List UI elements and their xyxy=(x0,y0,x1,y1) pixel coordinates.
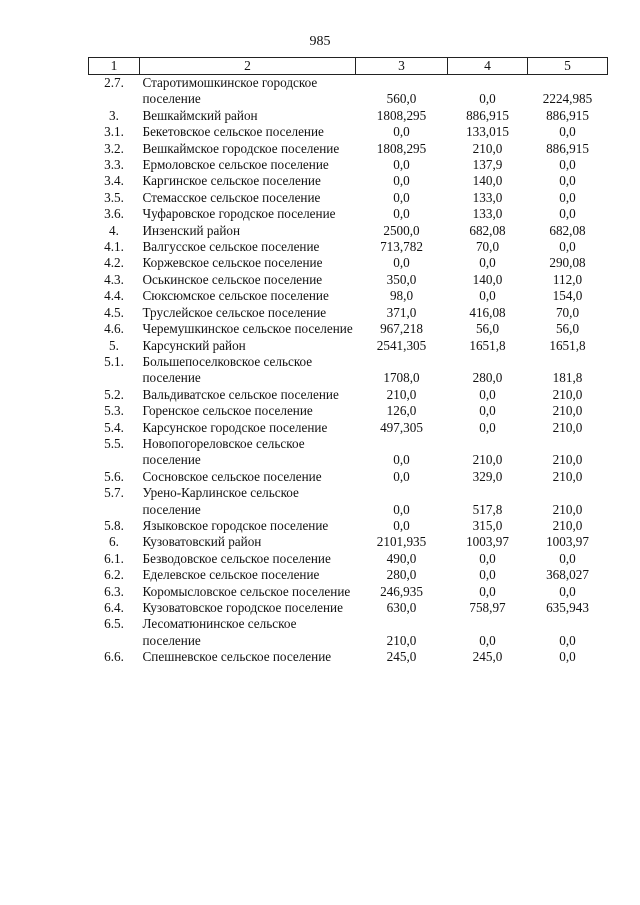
table-row xyxy=(89,354,608,387)
row-number: 6.1. xyxy=(104,550,124,566)
settlement-name: Лесоматюнинское сельское поселение xyxy=(142,616,297,648)
value-col-4: 137,9 xyxy=(472,157,503,173)
settlement-name: Вальдиватское сельское поселение xyxy=(142,386,339,402)
value-col-4: 0,0 xyxy=(479,632,496,648)
value-col-4: 315,0 xyxy=(472,517,503,533)
value-col-5: 635,943 xyxy=(546,600,589,615)
value-col-5: 1003,97 xyxy=(546,534,589,550)
row-number: 4.3. xyxy=(104,271,124,287)
table-row xyxy=(89,551,608,567)
page-number: 985 xyxy=(309,34,331,49)
table-row xyxy=(89,157,608,173)
value-col-4: 0,0 xyxy=(479,386,496,402)
column-header-3: 3 xyxy=(356,58,448,75)
value-col-4: 1651,8 xyxy=(469,337,506,353)
value-col-4: 56,0 xyxy=(475,321,500,337)
value-col-5: 2224,985 xyxy=(542,91,593,107)
value-col-5: 0,0 xyxy=(559,649,576,665)
value-col-3: 967,218 xyxy=(380,321,423,337)
table-row xyxy=(89,436,608,469)
settlement-name: Карсунский район xyxy=(142,337,246,353)
settlement-name: Стемасское сельское поселение xyxy=(142,189,321,205)
value-col-5: 0,0 xyxy=(559,583,576,599)
settlement-name: Спешневское сельское поселение xyxy=(142,649,332,665)
row-number: 6.6. xyxy=(104,649,124,665)
table-row xyxy=(89,239,608,255)
settlement-name: Вешкаймское городское поселение xyxy=(142,140,340,156)
value-col-3: 0,0 xyxy=(393,468,410,484)
value-col-3: 0,0 xyxy=(393,517,410,533)
row-number: 4.6. xyxy=(104,321,124,337)
value-col-3: 0,0 xyxy=(393,501,410,517)
value-col-3: 126,0 xyxy=(386,403,417,419)
row-number: 5.4. xyxy=(104,419,124,435)
value-col-4: 0,0 xyxy=(479,583,496,599)
row-number: 5.6. xyxy=(104,468,124,484)
value-col-3: 497,305 xyxy=(380,419,423,435)
value-col-5: 112,0 xyxy=(552,271,583,287)
column-header-1: 1 xyxy=(89,58,140,75)
value-col-3: 246,935 xyxy=(380,583,423,599)
value-col-5: 368,027 xyxy=(546,567,589,583)
value-col-4: 70,0 xyxy=(475,239,500,255)
value-col-4: 886,915 xyxy=(466,107,509,123)
settlement-name: Сосновское сельское поселение xyxy=(142,468,322,484)
value-col-4: 0,0 xyxy=(479,403,496,419)
value-col-3: 0,0 xyxy=(393,157,410,173)
table-row xyxy=(89,469,608,485)
value-col-4: 329,0 xyxy=(472,468,503,484)
table-row xyxy=(89,321,608,337)
settlement-name: Валгусское сельское поселение xyxy=(142,239,320,255)
value-col-3: 713,782 xyxy=(380,239,423,255)
value-col-5: 210,0 xyxy=(552,501,583,517)
settlement-name: Новопогореловское сельское поселение xyxy=(142,435,305,468)
value-col-3: 2500,0 xyxy=(383,222,420,238)
value-col-4: 0,0 xyxy=(479,567,496,583)
row-number: 3.1. xyxy=(104,124,124,140)
value-col-5: 181,8 xyxy=(552,370,583,386)
value-col-4: 0,0 xyxy=(479,91,496,107)
value-col-5: 0,0 xyxy=(559,124,576,140)
row-number: 6.3. xyxy=(104,583,124,599)
table-row xyxy=(89,584,608,600)
table-row xyxy=(89,420,608,436)
table-row xyxy=(89,141,608,157)
value-col-4: 140,0 xyxy=(472,173,503,189)
value-col-3: 98,0 xyxy=(389,288,414,304)
table-row xyxy=(89,108,608,124)
value-col-4: 133,0 xyxy=(472,206,503,222)
table-row xyxy=(89,649,608,665)
row-number: 5.1. xyxy=(104,353,124,369)
table-row xyxy=(89,485,608,518)
value-col-4: 245,0 xyxy=(472,649,503,665)
settlement-name: Безводовское сельское поселение xyxy=(142,550,331,566)
table-row xyxy=(89,534,608,550)
value-col-5: 0,0 xyxy=(559,157,576,173)
row-number: 5.3. xyxy=(104,403,124,419)
settlement-name: Коржевское сельское поселение xyxy=(142,255,323,271)
row-number: 5.8. xyxy=(104,517,124,533)
value-col-5: 0,0 xyxy=(559,173,576,189)
table-row xyxy=(89,567,608,583)
value-col-5: 210,0 xyxy=(552,386,583,402)
table-row xyxy=(89,616,608,649)
value-col-3: 490,0 xyxy=(386,550,417,566)
row-number: 5. xyxy=(109,337,119,353)
value-col-4: 758,97 xyxy=(469,600,506,615)
settlement-name: Кузоватовский район xyxy=(142,534,262,550)
value-col-4: 682,08 xyxy=(469,222,506,238)
value-col-5: 56,0 xyxy=(555,321,580,337)
value-col-5: 0,0 xyxy=(559,206,576,222)
row-number: 5.7. xyxy=(104,485,124,501)
row-number: 4.5. xyxy=(104,304,124,320)
budget-table xyxy=(88,57,608,666)
value-col-3: 0,0 xyxy=(393,124,410,140)
settlement-name: Карсунское городское поселение xyxy=(142,419,328,435)
row-number: 6.2. xyxy=(104,567,124,583)
table-row xyxy=(89,206,608,222)
value-col-3: 371,0 xyxy=(386,304,417,320)
table-row xyxy=(89,75,608,108)
settlement-name: Труслейское сельское поселение xyxy=(142,304,327,320)
value-col-4: 416,08 xyxy=(469,304,506,320)
value-col-3: 245,0 xyxy=(386,649,417,665)
value-col-5: 0,0 xyxy=(559,239,576,255)
value-col-5: 0,0 xyxy=(559,189,576,205)
value-col-3: 210,0 xyxy=(386,386,417,402)
row-number: 3.2. xyxy=(104,140,124,156)
table-header-row xyxy=(89,58,608,75)
table-row xyxy=(89,255,608,271)
row-number: 6.4. xyxy=(104,600,124,615)
table-row xyxy=(89,190,608,206)
value-col-5: 210,0 xyxy=(552,468,583,484)
row-number: 3.4. xyxy=(104,173,124,189)
settlement-name: Кузоватовское городское поселение xyxy=(142,600,343,615)
settlement-name: Горенское сельское поселение xyxy=(142,403,313,419)
value-col-5: 210,0 xyxy=(552,419,583,435)
value-col-3: 350,0 xyxy=(386,271,417,287)
settlement-name: Вешкаймский район xyxy=(142,107,258,123)
table-row xyxy=(89,305,608,321)
value-col-4: 0,0 xyxy=(479,550,496,566)
value-col-3: 210,0 xyxy=(386,632,417,648)
settlement-name: Еделевское сельское поселение xyxy=(142,567,320,583)
value-col-5: 154,0 xyxy=(552,288,583,304)
value-col-4: 210,0 xyxy=(472,452,503,468)
settlement-name: Старотимошкинское городское поселение xyxy=(142,75,318,107)
value-col-3: 280,0 xyxy=(386,567,417,583)
value-col-5: 886,915 xyxy=(546,107,589,123)
settlement-name: Оськинское сельское поселение xyxy=(142,271,323,287)
value-col-3: 630,0 xyxy=(386,600,417,615)
value-col-4: 1003,97 xyxy=(466,534,509,550)
column-header-5: 5 xyxy=(528,58,608,75)
settlement-name: Черемушкинское сельское поселение xyxy=(142,321,353,337)
table-row xyxy=(89,600,608,616)
value-col-5: 1651,8 xyxy=(549,337,586,353)
settlement-name: Ермоловское сельское поселение xyxy=(142,157,329,173)
value-col-5: 290,08 xyxy=(549,255,586,271)
table-row xyxy=(89,403,608,419)
table-row xyxy=(89,223,608,239)
row-number: 4.1. xyxy=(104,239,124,255)
value-col-5: 682,08 xyxy=(549,222,586,238)
row-number: 4.4. xyxy=(104,288,124,304)
value-col-3: 560,0 xyxy=(386,91,417,107)
settlement-name: Языковское городское поселение xyxy=(142,517,329,533)
column-header-4: 4 xyxy=(448,58,528,75)
value-col-5: 0,0 xyxy=(559,550,576,566)
value-col-4: 517,8 xyxy=(472,501,503,517)
row-number: 2.7. xyxy=(104,75,124,90)
table-row xyxy=(89,387,608,403)
value-col-5: 210,0 xyxy=(552,403,583,419)
settlement-name: Инзенский район xyxy=(142,222,241,238)
row-number: 5.5. xyxy=(104,435,124,451)
row-number: 3.5. xyxy=(104,189,124,205)
value-col-3: 2541,305 xyxy=(376,337,427,353)
value-col-5: 210,0 xyxy=(552,452,583,468)
settlement-name: Коромысловское сельское поселение xyxy=(142,583,351,599)
table-body xyxy=(89,75,608,666)
value-col-3: 2101,935 xyxy=(376,534,427,550)
value-col-4: 0,0 xyxy=(479,419,496,435)
table-row xyxy=(89,338,608,354)
value-col-3: 1808,295 xyxy=(376,140,427,156)
value-col-4: 133,0 xyxy=(472,189,503,205)
value-col-3: 1708,0 xyxy=(383,370,420,386)
settlement-name: Урено-Карлинское сельское поселение xyxy=(142,485,299,517)
row-number: 3. xyxy=(109,107,119,123)
value-col-4: 280,0 xyxy=(472,370,503,386)
row-number: 3.6. xyxy=(104,206,124,222)
value-col-3: 0,0 xyxy=(393,189,410,205)
value-col-4: 133,015 xyxy=(466,124,509,140)
value-col-4: 0,0 xyxy=(479,288,496,304)
value-col-4: 0,0 xyxy=(479,255,496,271)
table-row xyxy=(89,173,608,189)
row-number: 6.5. xyxy=(104,616,124,632)
value-col-3: 0,0 xyxy=(393,173,410,189)
value-col-5: 886,915 xyxy=(546,140,589,156)
row-number: 5.2. xyxy=(104,386,124,402)
table-row xyxy=(89,288,608,304)
value-col-5: 210,0 xyxy=(552,517,583,533)
value-col-3: 1808,295 xyxy=(376,107,427,123)
value-col-3: 0,0 xyxy=(393,206,410,222)
settlement-name: Чуфаровское городское поселение xyxy=(142,206,336,222)
settlement-name: Бекетовское сельское поселение xyxy=(142,124,324,140)
row-number: 4. xyxy=(109,222,119,238)
value-col-3: 0,0 xyxy=(393,452,410,468)
column-header-2: 2 xyxy=(140,58,356,75)
row-number: 4.2. xyxy=(104,255,124,271)
value-col-5: 0,0 xyxy=(559,632,576,648)
settlement-name: Большепоселковское сельское поселение xyxy=(142,353,313,386)
value-col-5: 70,0 xyxy=(555,304,580,320)
value-col-3: 0,0 xyxy=(393,255,410,271)
value-col-4: 140,0 xyxy=(472,271,503,287)
table-row xyxy=(89,272,608,288)
settlement-name: Сюксюмское сельское поселение xyxy=(142,288,329,304)
table-row xyxy=(89,518,608,534)
settlement-name: Каргинское сельское поселение xyxy=(142,173,321,189)
row-number: 3.3. xyxy=(104,157,124,173)
value-col-4: 210,0 xyxy=(472,140,503,156)
table-row xyxy=(89,124,608,140)
row-number: 6. xyxy=(109,534,119,550)
